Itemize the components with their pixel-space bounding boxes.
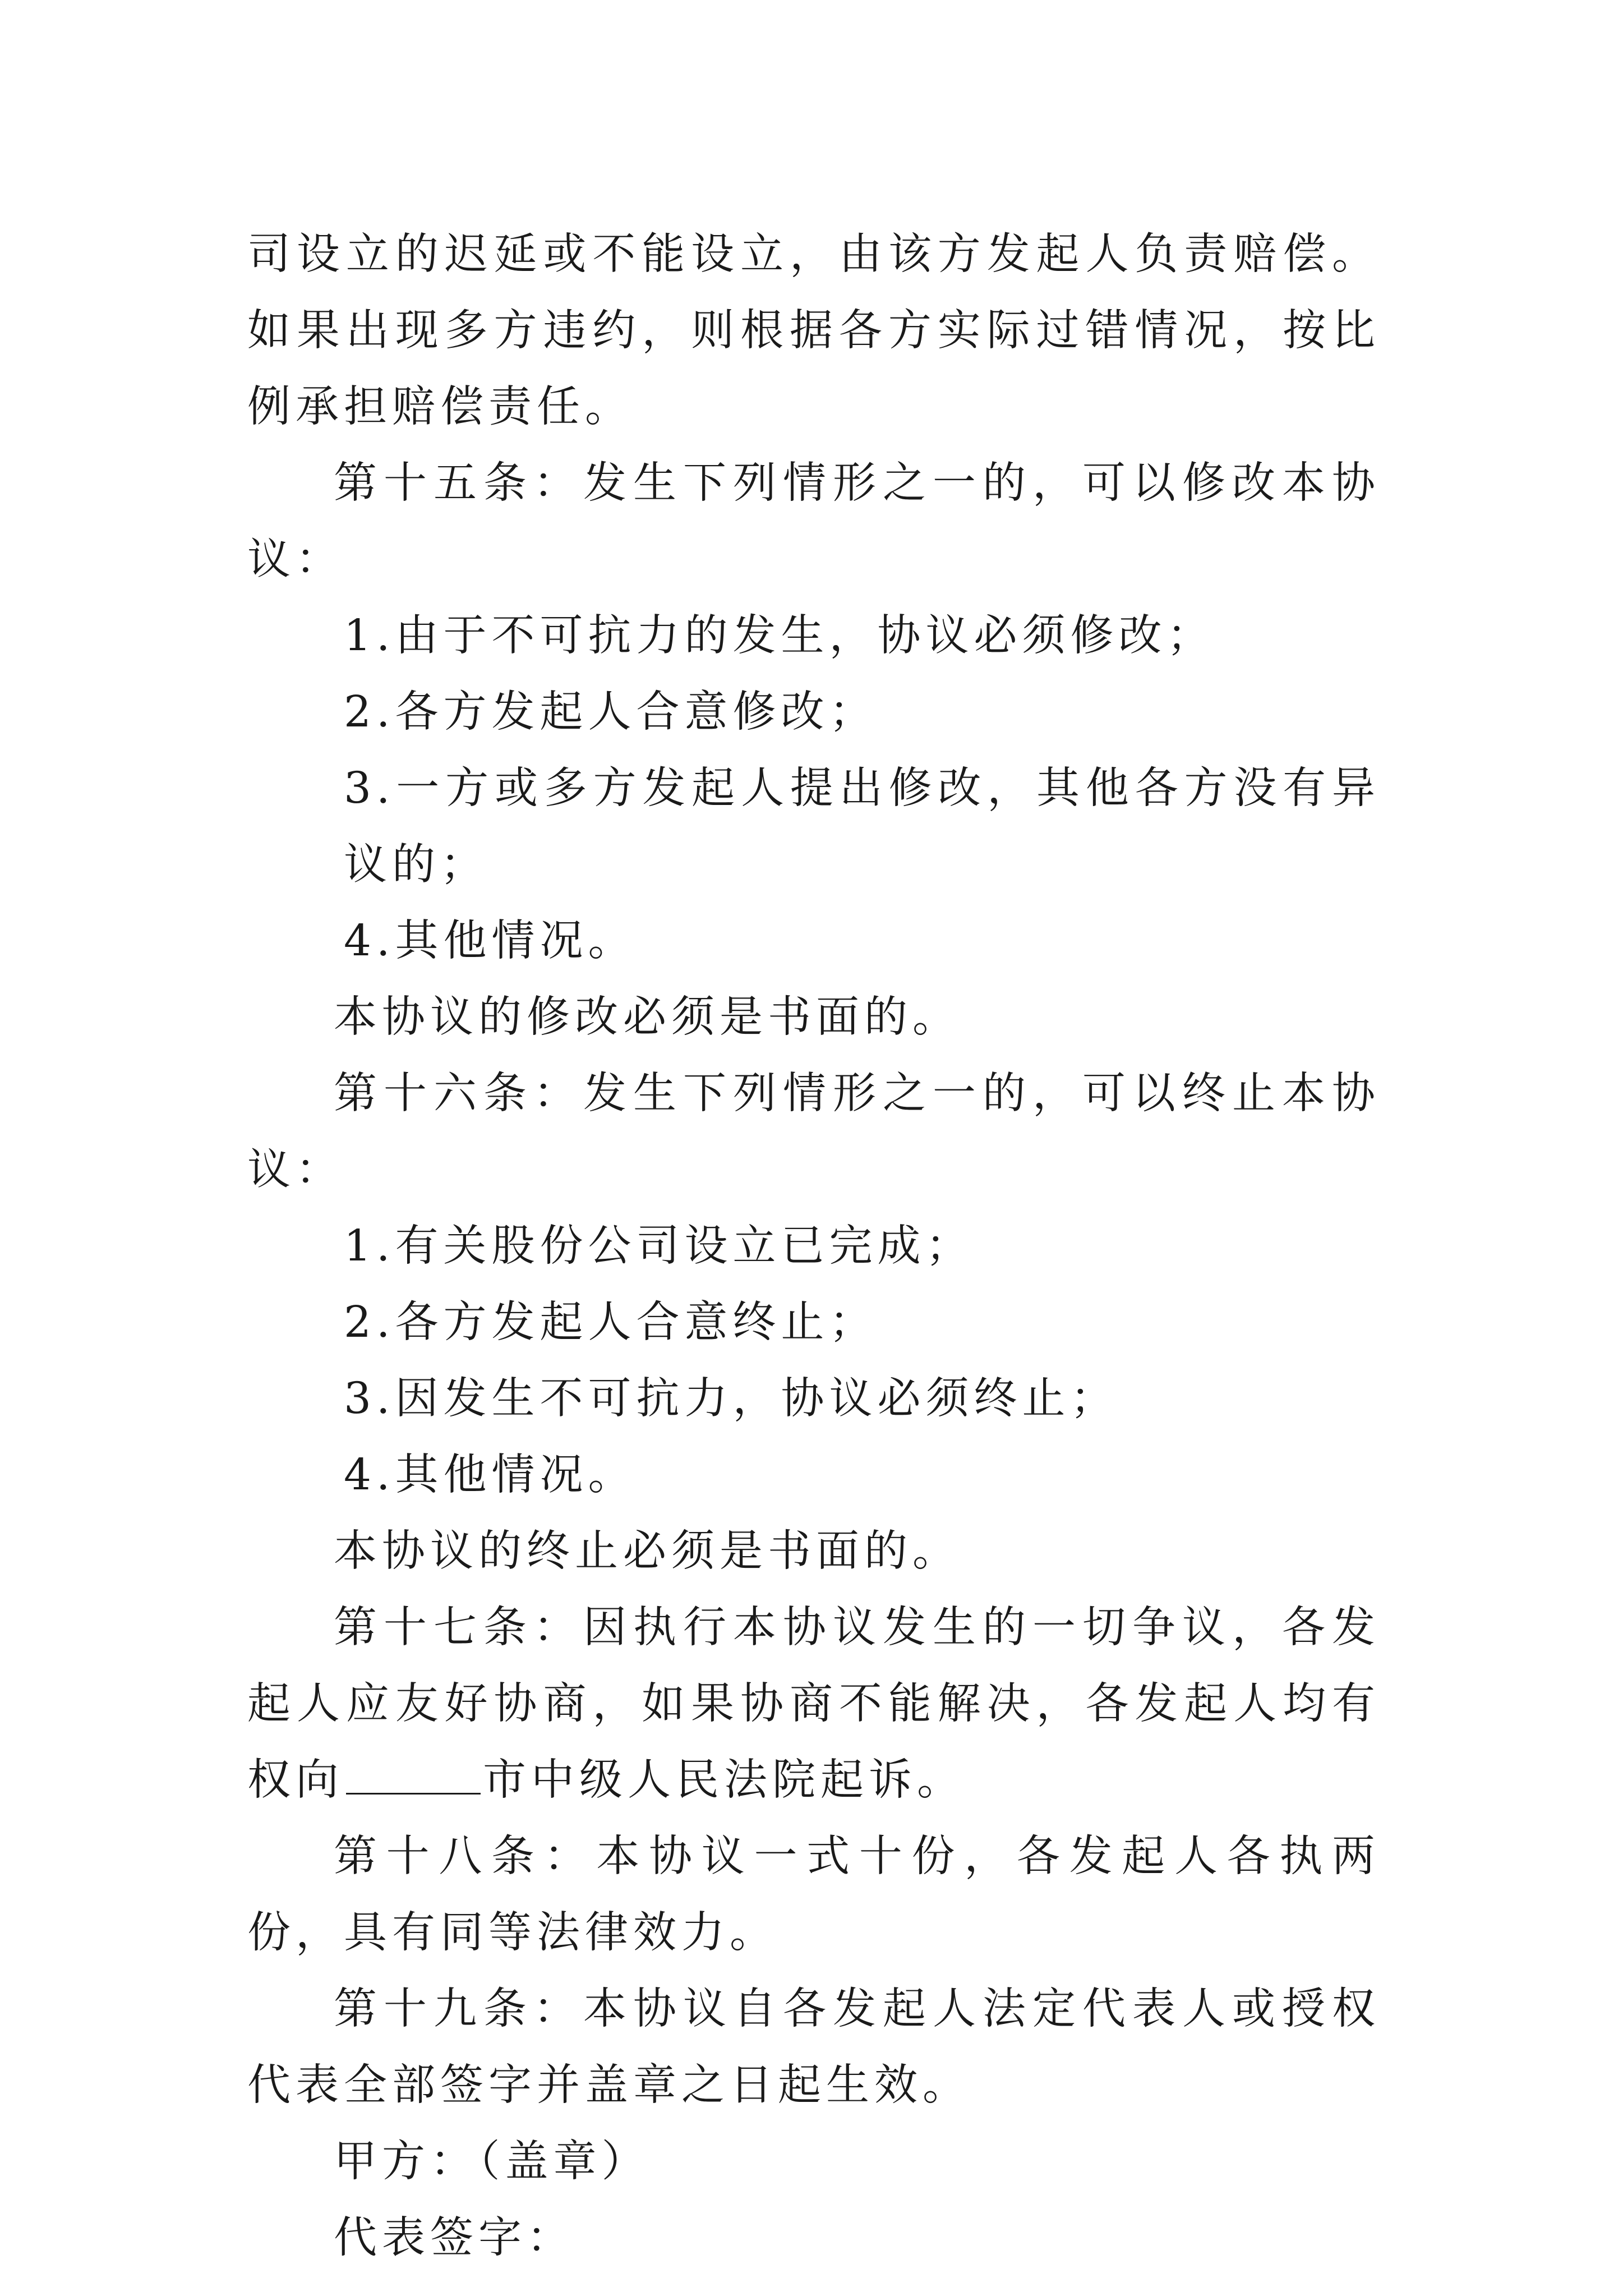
document-body bbox=[247, 217, 1380, 2276]
article-17 bbox=[247, 1590, 1380, 1819]
party-a-seal: 甲方：（盖章） bbox=[334, 2137, 650, 2187]
article-15-item-3: 3.一方或多方发起人提出修改，其他各方没有异议的； bbox=[344, 763, 1380, 890]
article-16-item-4: 4.其他情况。 bbox=[344, 1450, 637, 1500]
article-16-item-3: 3.因发生不可抗力，协议必须终止； bbox=[344, 1374, 1119, 1424]
article-16-heading: 第十六条：发生下列情形之一的，可以终止本协议： bbox=[247, 1069, 1380, 1195]
article-17-text-before: 第十七条：因执行本协议发生的一切争议，各发起人应友好协商，如果协商不能解决，各发起人均有权向 bbox=[247, 1603, 1380, 1805]
article-15-item-2: 2.各方发起人合意修改； bbox=[344, 687, 878, 737]
article-15-item-4: 4.其他情况。 bbox=[344, 916, 637, 966]
article-16-item-2: 2.各方发起人合意终止； bbox=[344, 1297, 878, 1347]
article-16-note: 本协议的终止必须是书面的。 bbox=[334, 1526, 961, 1576]
article-15-note: 本协议的修改必须是书面的。 bbox=[334, 992, 961, 1042]
article-15-heading: 第十五条：发生下列情形之一的，可以修改本协议： bbox=[247, 458, 1380, 585]
article-15-item-1: 1.由于不可抗力的发生，协议必须修改； bbox=[344, 611, 1215, 661]
article-16-item-1: 1.有关股份公司设立已完成； bbox=[344, 1221, 974, 1271]
article-19: 第十九条：本协议自各发起人法定代表人或授权代表全部签字并盖章之日起生效。 bbox=[247, 1984, 1380, 2110]
paragraph-continuation: 司设立的迟延或不能设立，由该方发起人负责赔偿。如果出现多方违约，则根据各方实际过错情况，按比例承担赔偿责任。 bbox=[247, 229, 1380, 432]
representative-signature: 代表签字： bbox=[334, 2213, 575, 2263]
article-17-text-after: 市中级人民法院起诉。 bbox=[483, 1755, 965, 1805]
article-18: 第十八条：本协议一式十份，各发起人各执两份，具有同等法律效力。 bbox=[247, 1832, 1380, 1958]
city-blank-line bbox=[346, 1759, 481, 1795]
